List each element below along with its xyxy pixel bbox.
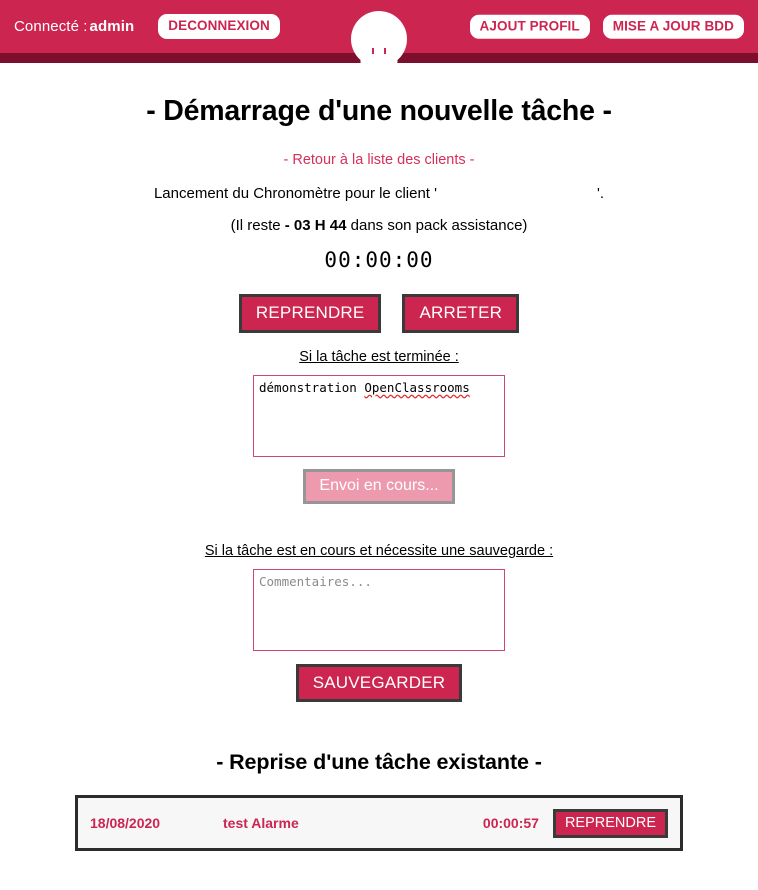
add-profile-button[interactable]: AJOUT PROFIL: [470, 14, 590, 39]
spacer-after-send: [0, 504, 758, 543]
main-content: [0, 63, 758, 851]
existing-tasks-title: - Reprise d'une tâche existante -: [216, 750, 542, 775]
home-icon[interactable]: [346, 6, 412, 72]
task-elapsed-time: 00:00:57: [482, 815, 539, 832]
stop-button[interactable]: ARRETER: [402, 294, 519, 333]
task-in-progress-label: Si la tâche est en cours et nécessite une sauvegarde :: [204, 542, 554, 559]
chronometer-controls: [0, 294, 758, 333]
existing-tasks-table: [75, 795, 683, 851]
resume-task-button[interactable]: REPRENDRE: [553, 809, 668, 839]
client-line-suffix: '.: [597, 185, 605, 202]
table-row[interactable]: [78, 798, 680, 848]
pack-prefix: (Il reste: [230, 217, 281, 234]
connected-prefix: Connecté :: [14, 18, 88, 35]
spacer-before-existing-section: [0, 702, 758, 750]
connected-status: [14, 18, 134, 35]
task-name: test Alarme: [223, 815, 299, 832]
pack-assistance-line: [0, 217, 758, 234]
back-to-client-list-link[interactable]: - Retour à la liste des clients -: [283, 152, 475, 168]
save-button[interactable]: SAUVEGARDER: [296, 664, 463, 703]
logout-button[interactable]: DECONNEXION: [158, 14, 280, 39]
comment-placeholder: Commentaires...: [259, 573, 372, 589]
connected-username: admin: [89, 18, 135, 35]
send-button: Envoi en cours...: [303, 469, 454, 504]
pack-remaining-time: - 03 H 44: [284, 217, 347, 234]
header-actions: [470, 14, 744, 39]
task-date: 18/08/2020: [90, 815, 161, 832]
chronometer-display: 00:00:00: [324, 248, 434, 272]
client-chronometer-line: [0, 185, 758, 202]
resume-button[interactable]: REPRENDRE: [239, 294, 382, 333]
update-database-button[interactable]: MISE A JOUR BDD: [603, 14, 744, 39]
finished-task-note-input[interactable]: [253, 375, 505, 457]
client-line-prefix: Lancement du Chronomètre pour le client ': [153, 185, 437, 202]
task-finished-label: Si la tâche est terminée :: [299, 348, 459, 365]
finished-note-misspelled-word: OpenClassrooms: [364, 379, 470, 395]
page-title: - Démarrage d'une nouvelle tâche -: [146, 95, 612, 127]
finished-note-text: démonstration: [259, 379, 365, 395]
comment-textarea[interactable]: [253, 569, 505, 651]
pack-suffix: dans son pack assistance): [350, 217, 528, 234]
